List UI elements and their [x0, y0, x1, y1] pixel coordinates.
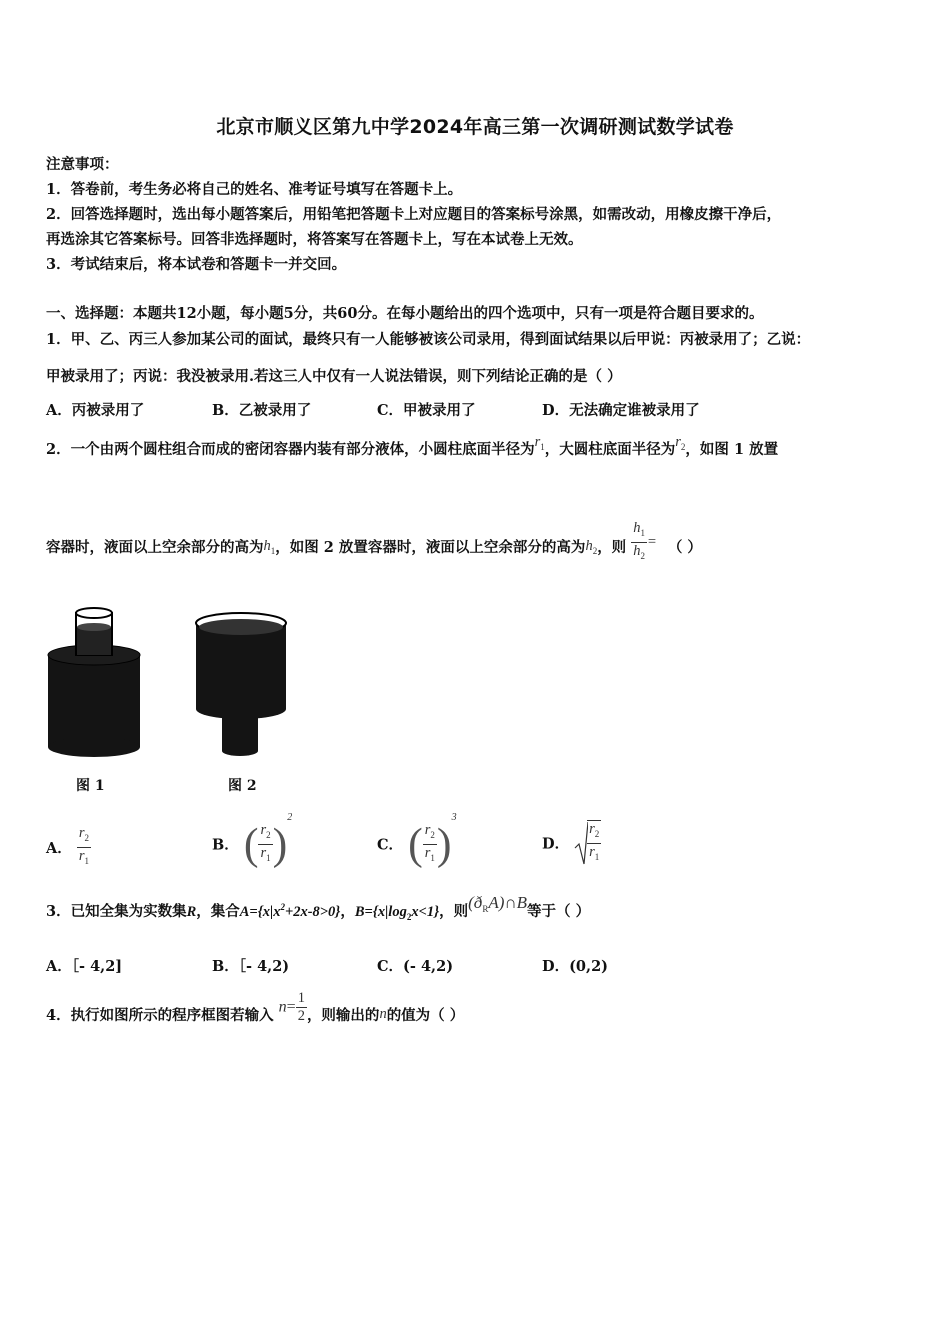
r1-symbol: r — [534, 434, 541, 450]
q4-n-symbol: n — [278, 998, 287, 1016]
fig1-small-cylinder-liquid — [77, 627, 111, 655]
q2-option-b-paren-close: ) — [272, 819, 288, 869]
fig2-large-cylinder-body — [196, 623, 286, 709]
q3-set-a: $A=\{x|x^2+2x-8>0\}$ — [239, 902, 341, 920]
fig2-small-cylinder-base — [222, 746, 258, 756]
r2-subscript: 2 — [680, 442, 686, 452]
q4-n-output: n — [379, 1006, 387, 1022]
q2-r2 — [675, 434, 685, 450]
figure-1-container — [40, 605, 150, 765]
q3-comma: ， — [340, 903, 355, 920]
figure-1-caption: 图 1 — [76, 778, 105, 794]
h1-subscript: 1 — [270, 545, 276, 556]
q2-option-c — [377, 812, 457, 870]
q3-line — [46, 893, 591, 922]
q2-text-7: （ ） — [667, 539, 702, 556]
q4-text-1: 4．执行如图所示的程序框图若输入 — [46, 1007, 274, 1024]
q3-text-2: ，集合 — [196, 903, 240, 920]
q2-text-1: 2．一个由两个圆柱组合而成的密闭容器内装有部分液体，小圆柱底面半径为 — [46, 441, 535, 458]
figure-2-container — [190, 605, 300, 765]
q2-option-c-fraction: $\frac{r_2}{r_1}$ — [424, 821, 435, 863]
r2-symbol: r — [675, 434, 681, 450]
q1-line-2: 甲被录用了；丙说：我没被录用.若这三人中仅有一人说法错误，则下列结论正确的是（ ） — [46, 368, 622, 385]
q2-option-a — [46, 825, 91, 870]
q4-text-2: ，则输出的 — [306, 1007, 380, 1024]
fig1-large-cylinder-base — [48, 737, 140, 757]
q2-ratio-fraction: $\frac{h_1}{h_2}$ — [633, 520, 645, 561]
q2-option-b-exponent: 2 — [287, 812, 293, 823]
q2-option-c-paren-open: ( — [408, 819, 423, 869]
q1-line-1: 1．甲、乙、丙三人参加某公司的面试，最终只有一人能够被该公司录用，得到面试结果以后甲说：丙被录用了；乙说： — [46, 331, 811, 348]
notice-item-3: 3．考试结束后，将本试卷和答题卡一并交回。 — [46, 256, 347, 273]
q3-option-b: B．［- 4,2) — [212, 958, 290, 975]
q2-option-d-fraction: $\frac{r_2}{r_1}$ — [587, 820, 601, 866]
section-heading: 一、选择题：本题共12小题，每小题5分，共60分。在每小题给出的四个选项中，只有一项是符合题目要求的。 — [46, 305, 764, 322]
q2-text-4: 容器时，液面以上空余部分的高为 — [46, 539, 264, 556]
notice-item-2b: 再选涂其它答案标号。回答非选择题时，将答案写在答题卡上，写在本试卷上无效。 — [46, 231, 583, 248]
fig2-large-cylinder-base — [196, 699, 286, 719]
q1-option-d: D．无法确定谁被录用了 — [542, 402, 700, 419]
q2-option-b-label: B． — [212, 836, 239, 854]
h2-symbol: h — [585, 537, 593, 554]
sqrt-icon — [574, 820, 588, 866]
q2-option-b-paren-open: ( — [243, 819, 259, 869]
q1-option-a: A．丙被录用了 — [46, 402, 145, 419]
fig2-liquid-surface — [199, 619, 283, 635]
q2-h2 — [585, 530, 597, 556]
q3-text-4: 等于（ ） — [527, 903, 591, 920]
notice-heading: 注意事项： — [46, 156, 119, 173]
q2-line-2 — [46, 520, 702, 565]
notice-item-1: 1．答卷前，考生务必将自己的姓名、准考证号填写在答题卡上。 — [46, 181, 463, 198]
q1-option-c: C．甲被录用了 — [377, 402, 476, 419]
q2-option-c-exponent: 3 — [451, 812, 457, 823]
q3-complement-expression: $(ð_RA)\cap B$ — [468, 893, 528, 914]
q2-equals: = — [647, 534, 657, 550]
q2-option-c-label: C． — [377, 836, 404, 854]
q3-option-d: D．(0,2) — [542, 958, 609, 975]
q2-h1 — [264, 530, 276, 556]
q1-option-b: B．乙被录用了 — [212, 402, 312, 419]
q2-text-5: ，如图 2 放置容器时，液面以上空余部分的高为 — [275, 539, 586, 556]
page-title: 北京市顺义区第九中学2024年高三第一次调研测试数学试卷 — [216, 116, 734, 138]
q2-option-a-label: A． — [46, 840, 72, 857]
figure-2-caption: 图 2 — [228, 778, 257, 794]
r1-subscript: 1 — [540, 442, 545, 452]
fig1-large-cylinder-body — [48, 655, 140, 747]
q3-text-3: ，则 — [439, 903, 469, 920]
q3-text-1: 3．已知全集为实数集 — [46, 903, 187, 920]
fig1-small-cylinder-top — [76, 608, 112, 618]
q4-text-3: 的值为（ ） — [386, 1007, 465, 1024]
q2-option-b-fraction: $\frac{r_2}{r_1}$ — [260, 821, 271, 863]
q4-line — [46, 990, 464, 1025]
h2-subscript: 2 — [592, 545, 598, 556]
q2-text-3: ，如图 1 放置 — [685, 441, 779, 458]
q2-option-d-label: D． — [542, 835, 570, 853]
q2-option-b — [212, 812, 292, 870]
q2-option-c-paren-close: ) — [436, 819, 452, 869]
q4-input-fraction: $\frac{1}{2}$ — [297, 990, 305, 1024]
q3-option-c: C．(- 4,2) — [377, 958, 454, 975]
q2-line-1 — [46, 434, 779, 460]
q2-option-a-fraction: $\frac{r_2}{r_1}$ — [78, 825, 89, 866]
q2-r1 — [535, 434, 545, 450]
q2-text-2: ，大圆柱底面半径为 — [544, 441, 676, 458]
q3-option-a: A．［- 4,2] — [46, 958, 123, 975]
q3-set-b: $B=\{x|\log_2x<1\}$ — [354, 904, 440, 922]
q3-set-r: R — [186, 904, 197, 920]
fig1-liquid-surface — [77, 623, 111, 631]
q2-text-6: ，则 — [597, 539, 627, 556]
q4-equals: = — [286, 998, 296, 1016]
notice-item-2a: 2．回答选择题时，选出每小题答案后，用铅笔把答题卡上对应题目的答案标号涂黑，如需改动，用橡皮擦干净后， — [46, 206, 782, 223]
h1-symbol: h — [263, 537, 271, 554]
q2-option-d — [542, 820, 601, 866]
